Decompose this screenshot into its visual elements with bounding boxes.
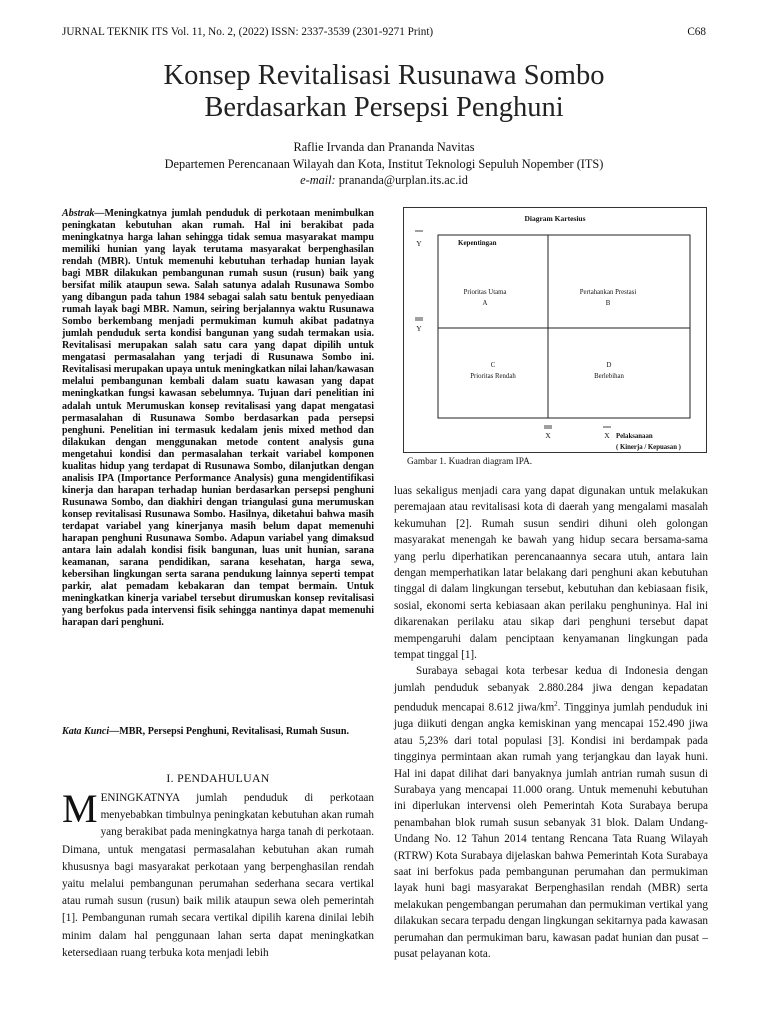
section-heading: I. PENDAHULUAN xyxy=(166,771,270,785)
email-address[interactable]: prananda@urplan.its.ac.id xyxy=(338,173,468,187)
right-paragraph-2-b: . Tingginya jumlah penduduk ini juga diikuti dengan angka kemiskinan yang mencapai 152.490 jiwa atau 5,23% dari total populasi [3]. Kondisi ini berdampak pada tingginya permintaan akan rumah yang terjangkau dan layak huni. Hal ini dapat dilihat dari banyaknya jumlah antrian rumah susun di Surabaya yang mencapai 11.000 orang. Untuk memenuhi kebutuhan ini diperlukan intervensi oleh Pemerintah Kota Surabaya berupa penambahan blok rumah susun sebanyak 31 blok. Dalam Undang-Undang No. 12 Tahun 2014 tentang Rencana Tata Ruang Wilayah (RTRW) Kota Surabaya dijelaskan bahwa Pemerintah Kota Surabaya saat ini berfokus pada pembangunan perumahan dan permukiman layak huni bagi masyarakat Berpenghasilan rendah (MBR) serta melakukan pengembangan perumahan dan permukiman vertikal yang dilakukan secara terpadu dengan lingkungan sekitarnya pada kawasan perumahan dan permukiman baru, kawasan padat hunian dan pusat – pusat pelayanan kota. xyxy=(394,702,708,961)
paper-title xyxy=(0,60,768,124)
right-column-text xyxy=(394,483,708,963)
abstract-text: —Meningkatnya jumlah penduduk di perkotaan menimbulkan peningkatan kebutuhan akan rumah. Hal ini berakibat pada meningkatnya harga lahan sehingga tidak semua masyarakat mampu memiliki hunian yang layak terutama masyarakat berpenghasilan rendah (MBR). Untuk memenuhi kebutuhan terhadap hunian layak bagi MBR dilakukan pembangunan rumah susun (rusun) baik yang bersifat milik ataupun sewa. Salah satunya adalah Rusunawa Sombo yang dibangun pada tahun 1984 sebagai salah satu bentuk penyediaan rumah layak bagi MBR. Namun, seiring berjalannya waktu Rusunawa Sombo berkembang menjadi permukiman kumuh akibat padatnya jumlah penduduk serta kondisi bangunan yang sudah termakan usia. Revitalisasi merupakan salah satu cara yang dapat dipilih untuk mengatasi permasalahan yang terjadi di Rusunawa Sombo ini. Revitalisasi merupakan upaya untuk meningkatkan nilai lahan/kawasan melalui pembangunan kembali dalam suatu kawasan yang dapat meningkatkan fungsi kawasan sebelumnya. Tujuan dari penelitian ini adalah untuk Merumuskan konsep revitalisasi yang dapat mengatasi permasalahan di Rusunawa Sombo berdasarkan pada persepsi penghuni. Penelitian ini termasuk kedalam jenis mixed method dan dilakukan dengan menggunakan metode content analysis guna mengetahui kondisi dan permasalahan terkait variabel komponen kualitas hidup yang terdapat di Rusunawa Sombo, dilanjutkan dengan analisis IPA (Importance Performance Analysis) guna mengidentifikasi kinerja dan harapan terhadap hunian berdasarkan persepsi penghuni Rusunawa Sombo, dan diakhiri dengan triangulasi guna merumuskan konsep revitalisasi Rusunawa Sombo. Hasilnya, diketahui bahwa masih terdapat variabel yang kinerjanya masih belum dapat memenuhi harapan penghuni Rusunawa Sombo. Adapun variabel yang dimaksud antara lain adalah kondisi fisik bangunan, luas unit hunian, sarana keamanan, sarana pendidikan, sarana kesehatan, harga sewa, kebersihan lingkungan serta sarana pendukung lainnya seperti tempat parkir, alat pemadam kebakaran dan tempat bermain. Untuk meningkatkan kinerja variabel tersebut dirumuskan konsep revitalisasi yang berfokus pada intervensi fisik sehingga nantinya dapat memenuhi harapan dari penghuni. xyxy=(62,208,374,629)
quadrant-d-name: Berlebihan xyxy=(594,373,624,380)
figure-ipa-diagram xyxy=(403,207,707,453)
figure-caption: Gambar 1. Kuadran diagram IPA. xyxy=(407,457,533,467)
keywords xyxy=(62,726,374,738)
figure-border xyxy=(404,208,707,453)
title-line-2: Berdasarkan Persepsi Penghuni xyxy=(204,92,564,123)
quadrant-b-name: Pertahankan Prestasi xyxy=(579,289,637,296)
title-line-1: Konsep Revitalisasi Rusunawa Sombo xyxy=(163,60,605,91)
intro-first-word: ENINGKATNYA xyxy=(100,792,180,804)
x-axis-subtitle: ( Kinerja / Kepuasan ) xyxy=(616,444,681,451)
right-paragraph-2 xyxy=(394,663,708,962)
cartesian-diagram xyxy=(403,207,707,453)
x-end-label: X xyxy=(604,431,610,440)
intro-paragraph xyxy=(62,786,374,962)
intro-text: jumlah penduduk di perkotaan menyebabkan timbulnya peningkatan kebutuhan akan rumah yang berakibat pada meningkatnya harga tanah di perkotaan. Dimana, untuk mengatasi permasalahan kebutuhan akan rumah khususnya bagi masyarakat perkotaan yang berpenghasilan rendah yaitu melalui pembangunan perumahan sederhana secara vertikal atau rumah susun (rusun) baik milik ataupun sewa oleh pemerintah [1]. Pembangunan rumah secara vertikal dipilih karena dinilai lebih minim dalam hal penggunaan lahan serta dapat meningkatkan ketersediaan ruang terbuka kota menjadi lebih xyxy=(62,792,374,959)
journal-info: JURNAL TEKNIK ITS Vol. 11, No. 2, (2022) ISSN: 2337-3539 (2301-9271 Print) xyxy=(62,26,434,38)
right-paragraph-2-a: Surabaya sebagai kota terbesar kedua di Indonesia dengan jumlah penduduk sebanyak 2.880.284 jiwa dengan kepadatan penduduk mencapai 8.612 jiwa/km xyxy=(394,665,708,715)
keywords-lead: Kata Kunci xyxy=(62,726,110,737)
abstract xyxy=(62,208,374,629)
quadrant-d-letter: D xyxy=(606,362,612,369)
drop-cap: M xyxy=(62,786,98,831)
right-paragraph-1: luas sekaligus menjadi cara yang dapat digunakan untuk melakukan peremajaan atau revitalisasi kota di daerah yang mengalami masalah kekumuhan [2]. Rumah susun sendiri dihuni oleh golongan masyarakat menengah ke bawah yang hidup secara bersama-sama yang perlu diperhatikan perencanaannya secara utuh, antara lain dengan memperhatikan latar belakang dari penghuni akan kebutuhan tinggal di dalam lingkungan tersebut, kebutuhan dan kebiasaan fisik, sosial, ekonomi serta kebiasaan akan perilaku penghuninya. Hal ini dikarenakan perilaku atau sikap dari penghuni tersebut dapat mempengaruhi dalam penciptaan kenyamanan lingkungan pada tempat tinggal [1]. xyxy=(394,485,708,662)
quadrant-c-letter: C xyxy=(490,362,496,369)
y-mid-label: Y xyxy=(416,324,422,333)
email-label: e-mail: xyxy=(300,173,336,187)
y-top-label: Y xyxy=(416,239,422,248)
quadrant-b-letter: B xyxy=(605,300,611,307)
running-header xyxy=(62,26,706,42)
page-number: C68 xyxy=(687,26,706,38)
keywords-text: —MBR, Persepsi Penghuni, Revitalisasi, Rumah Susun. xyxy=(109,726,349,737)
authors: Raflie Irvanda dan Prananda Navitas xyxy=(293,140,475,154)
superscript-2: 2 xyxy=(554,700,558,709)
x-mid-label: X xyxy=(545,431,551,440)
affiliation: Departemen Perencanaan Wilayah dan Kota, Institut Teknologi Sepuluh Nopember (ITS) xyxy=(164,157,604,171)
quadrant-a-letter: A xyxy=(482,300,488,307)
email-line xyxy=(0,173,768,188)
y-axis-title: Kepentingan xyxy=(458,239,497,247)
diagram-title: Diagram Kartesius xyxy=(524,214,586,223)
x-axis-title: Pelaksanaan xyxy=(616,433,653,440)
abstract-lead: Abstrak xyxy=(62,208,95,219)
quadrant-c-name: Prioritas Rendah xyxy=(470,373,516,380)
quadrant-a-name: Prioritas Utama xyxy=(463,289,507,296)
